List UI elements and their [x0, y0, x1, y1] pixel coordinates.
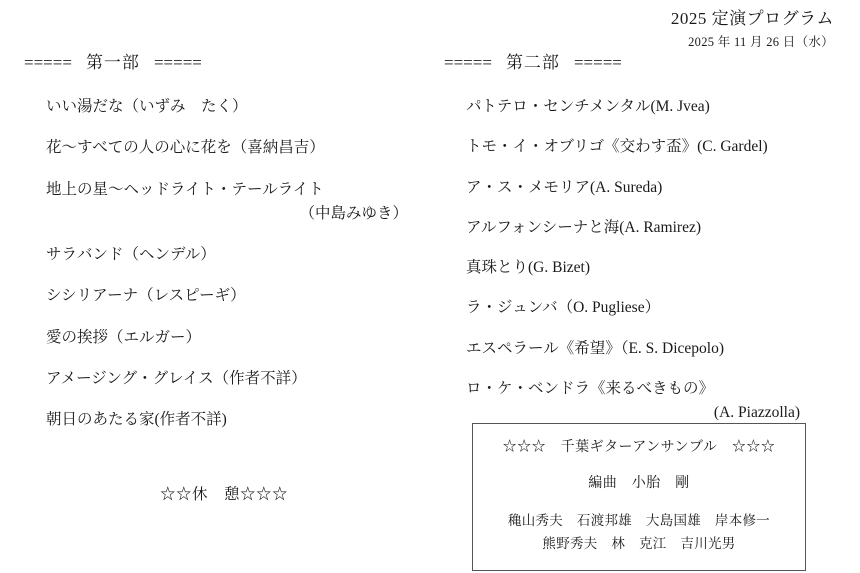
ensemble-credits-box — [472, 423, 806, 571]
part-one-heading — [24, 48, 424, 73]
list-item — [24, 178, 424, 226]
part-two-list — [444, 95, 844, 424]
heading-rule-left: ===== — [24, 53, 72, 72]
piece-composer: （中島みゆき） — [299, 204, 408, 222]
member-row: 穐山秀夫 石渡邦雄 大島国雄 岸本修一 — [507, 513, 771, 528]
piece-title: いい湯だな（いずみ たく） — [46, 98, 248, 115]
list-item — [444, 256, 844, 279]
part-two-column — [444, 48, 844, 441]
list-item — [444, 176, 844, 199]
piece-title: トモ・イ・オブリゴ《交わす盃》(C. Gardel) — [466, 138, 768, 156]
ensemble-name: ☆☆☆ 千葉ギターアンサンブル ☆☆☆ — [502, 440, 776, 455]
piece-title: ロ・ケ・ベンドラ《来るべきもの》 — [466, 379, 715, 397]
list-item — [444, 216, 844, 239]
arranger-credit: 編曲 小胎 剛 — [588, 476, 690, 491]
list-item — [444, 337, 844, 360]
piece-title: ラ・ジュンバ（O. Pugliese） — [466, 299, 661, 317]
performance-date: 2025 年 11 月 26 日（水） — [688, 34, 834, 49]
part-one-title: 第一部 — [85, 53, 140, 72]
part-one-column — [24, 48, 424, 449]
list-item — [24, 95, 424, 118]
member-list — [483, 510, 795, 556]
intermission-notice: ☆☆休 憩☆☆☆ — [159, 486, 288, 503]
list-item — [24, 243, 424, 266]
piece-title: パトテロ・センチメンタル(M. Jvea) — [466, 98, 710, 115]
piece-title: アルフォンシーナと海(A. Ramirez) — [466, 218, 701, 236]
list-item — [24, 284, 424, 307]
part-two-heading — [444, 48, 844, 73]
list-item — [24, 408, 424, 431]
piece-title: エスペラール《希望》（E. S. Dicepolo) — [466, 339, 725, 357]
list-item — [444, 95, 844, 118]
page-title: 2025 定演プログラム — [670, 9, 834, 28]
heading-rule-right: ===== — [573, 53, 622, 72]
member-row: 熊野秀夫 林 克江 吉川光男 — [542, 535, 736, 551]
heading-rule-left: ===== — [444, 53, 492, 72]
document-header — [671, 8, 834, 51]
heading-rule-right: ===== — [153, 53, 202, 72]
piece-title: サラバンド（ヘンデル） — [46, 246, 216, 263]
list-item — [24, 367, 424, 390]
piece-title: 朝日のあたる家(作者不詳) — [46, 411, 227, 428]
piece-title: アメージング・グレイス（作者不詳） — [46, 369, 307, 387]
list-item — [444, 296, 844, 319]
part-two-title: 第二部 — [505, 53, 560, 72]
part-one-list — [24, 95, 424, 431]
piece-title: 地上の星～ヘッドライト・テールライト — [46, 180, 324, 198]
list-item — [444, 377, 844, 425]
piece-title: 愛の挨拶（エルガー） — [46, 328, 202, 346]
piece-composer: (A. Piazzolla) — [713, 404, 800, 421]
piece-title: ア・ス・メモリア(A. Sureda) — [466, 178, 663, 196]
piece-title: 真珠とり(G. Bizet) — [466, 259, 590, 276]
piece-title: シシリアーナ（レスピーギ） — [46, 287, 246, 305]
list-item — [444, 135, 844, 158]
piece-title: 花～すべての人の心に花を（喜納昌吉） — [46, 139, 325, 157]
list-item — [24, 326, 424, 349]
list-item — [24, 136, 424, 159]
